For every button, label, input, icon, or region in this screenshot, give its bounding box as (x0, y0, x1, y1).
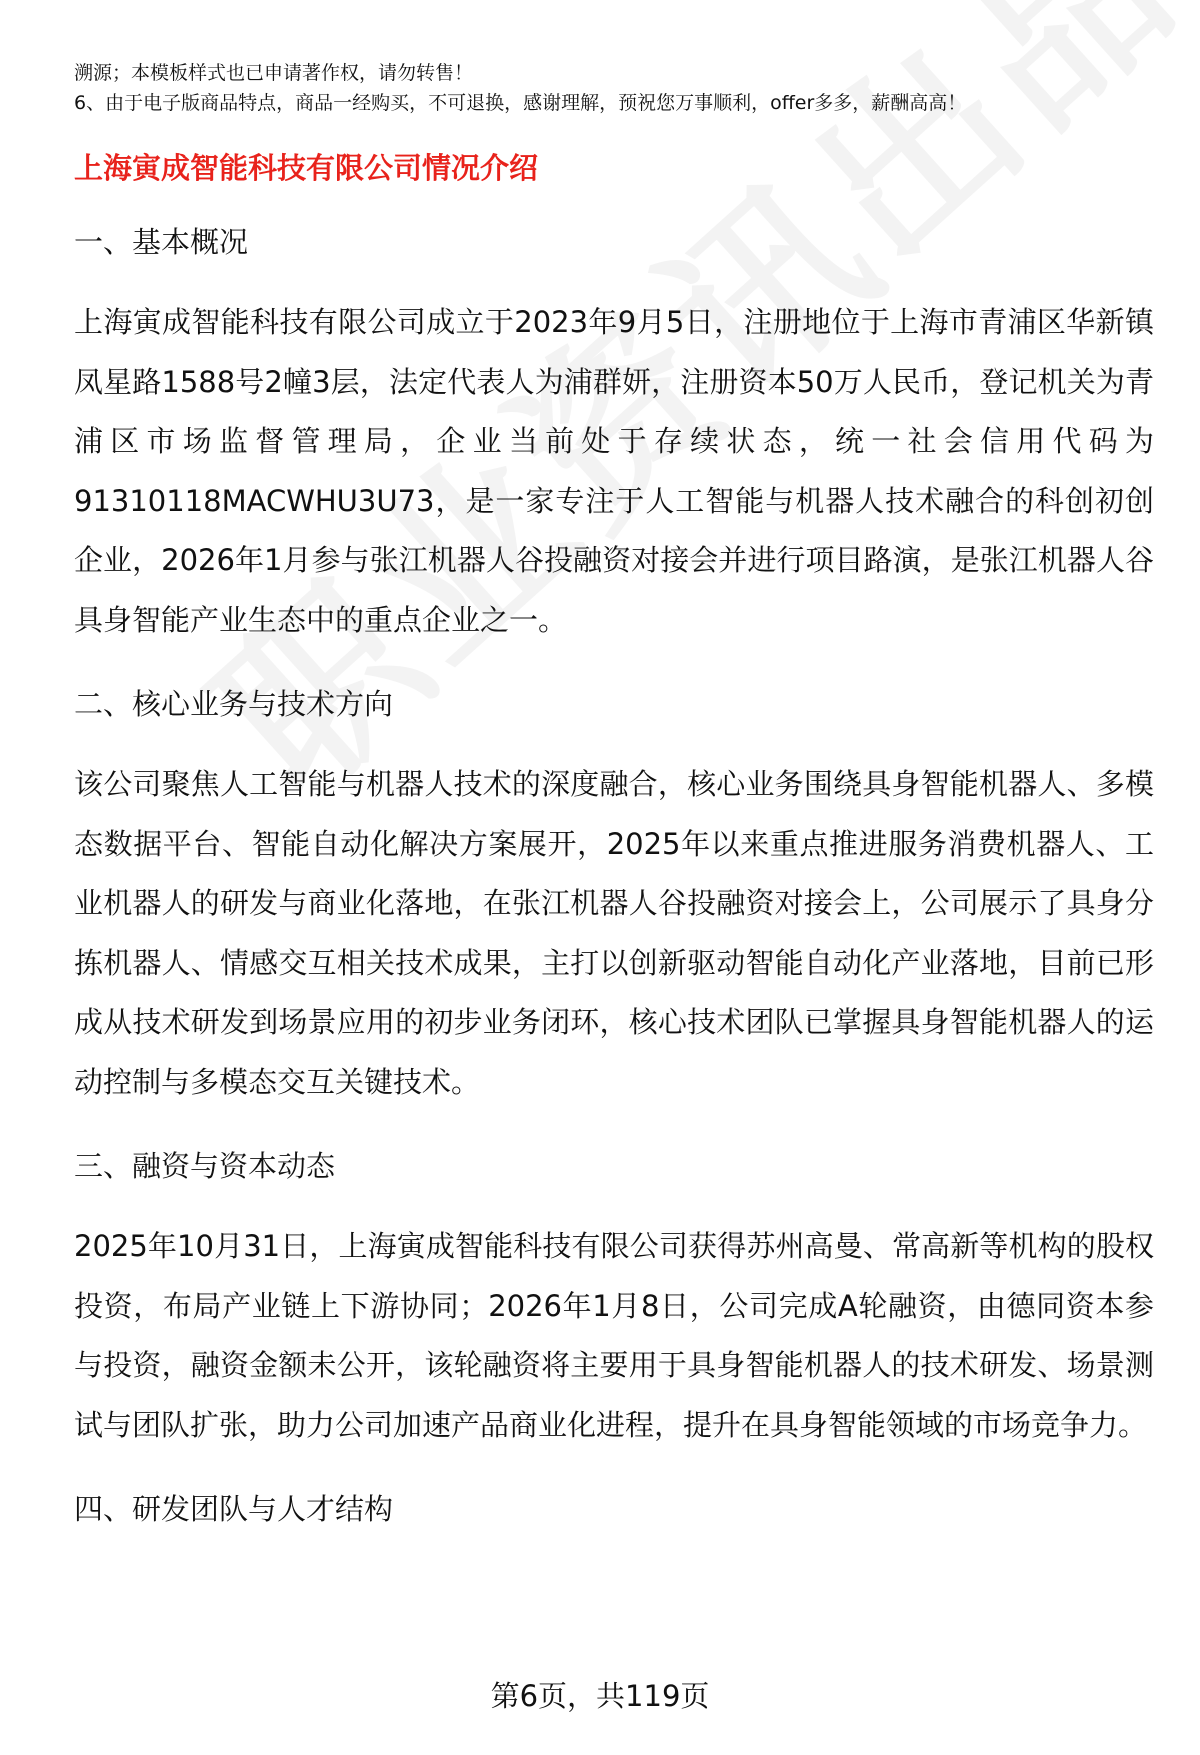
notice-line-1: 溯源；本模板样式也已申请著作权，请勿转售！ (74, 62, 474, 84)
section-heading-financing: 三、融资与资本动态 (74, 1149, 336, 1183)
section-body-financing: 2025年10月31日，上海寅成智能科技有限公司获得苏州高曼、常高新等机构的股权投资，布局产业链上下游协同；2026年1月8日，公司完成A轮融资，由德同资本参与投资，融资金额未公开，该轮融资将主要用于具身智能机器人的技术研发、场景测试与团队扩张，助力公司加速产品商业化进程，提升在具身智能领域的市场竞争力。 (74, 1229, 1154, 1442)
page-number: 第6页，共119页 (490, 1679, 710, 1713)
section-heading-rd-team: 四、研发团队与人才结构 (74, 1492, 394, 1526)
notice-line-2: 6、由于电子版商品特点，商品一经购买，不可退换，感谢理解，预祝您万事顺利，offer多多，薪酬高高！ (74, 92, 967, 114)
section-body-core-business: 该公司聚焦人工智能与机器人技术的深度融合，核心业务围绕具身智能机器人、多模态数据平台、智能自动化解决方案展开，2025年以来重点推进服务消费机器人、工业机器人的研发与商业化落地，在张江机器人谷投融资对接会上，公司展示了具身分拣机器人、情感交互相关技术成果，主打以创新驱动智能自动化产业落地，目前已形成从技术研发到场景应用的初步业务闭环，核心技术团队已掌握具身智能机器人的运动控制与多模态交互关键技术。 (74, 767, 1154, 1099)
document-title: 上海寅成智能科技有限公司情况介绍 (74, 151, 539, 185)
page-content (74, 58, 1154, 1529)
section-heading-core-business: 二、核心业务与技术方向 (74, 687, 394, 721)
section-heading-basic-overview: 一、基本概况 (74, 225, 249, 259)
section-body-basic-overview: 上海寅成智能科技有限公司成立于2023年9月5日，注册地位于上海市青浦区华新镇凤星路1588号2幢3层，法定代表人为浦群妍，注册资本50万人民币，登记机关为青浦区市场监督管理局，企业当前处于存续状态，统一社会信用代码为91310118MACWHU3U73，是一家专注于人工智能与机器人技术融合的科创初创企业，2026年1月参与张江机器人谷投融资对接会并进行项目路演，是张江机器人谷具身智能产业生态中的重点企业之一。 (74, 305, 1154, 637)
